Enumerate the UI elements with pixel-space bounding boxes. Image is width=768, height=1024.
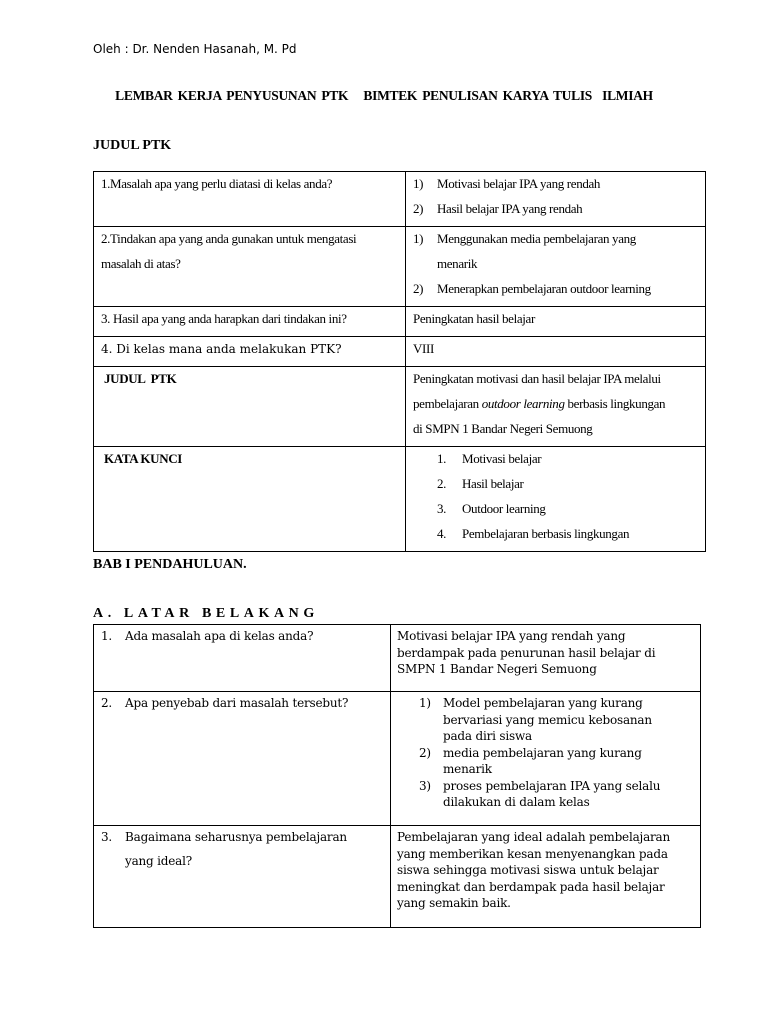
bab-heading: BAB I PENDAHULUAN. [93, 557, 247, 572]
answer-cell [391, 692, 701, 826]
question-cell: 1.Masalah apa yang perlu diatasi di kelas anda? [94, 172, 406, 227]
question-cell: 2.Tindakan apa yang anda gunakan untuk mengatasi masalah di atas? [94, 227, 406, 307]
judul-ptk-table [93, 171, 706, 552]
table-row [94, 337, 706, 367]
list-item: 2) media pembelajaran yang kurang menarik [419, 745, 642, 776]
question-cell: 3. Hasil apa yang anda harapkan dari tindakan ini? [94, 307, 406, 337]
table-row [94, 227, 706, 307]
author-line: Oleh : Dr. Nenden Hasanah, M. Pd [93, 42, 297, 56]
list-item: 1. Motivasi belajar [437, 451, 542, 466]
judul-ptk-label: JUDUL PTK [104, 371, 177, 386]
answer-cell: VIII [406, 337, 706, 367]
answer-cell: Peningkatan motivasi dan hasil belajar IPA melalui pembelajaran outdoor learning berbasis lingkungan di SMPN 1 Bandar Negeri Semuong [406, 367, 706, 447]
table-row [94, 367, 706, 447]
judul-ptk-heading: JUDUL PTK [93, 138, 172, 153]
answer-cell: 1) Menggunakan media pembelajaran yang menarik 2) Menerapkan pembelajaran outdoor learning [406, 227, 706, 307]
question-cell: 2. Apa penyebab dari masalah tersebut? [94, 692, 391, 826]
answer-cell: Motivasi belajar IPA yang rendah yang berdampak pada penurunan hasil belajar di SMPN 1 Bandar Negeri Semuong [391, 625, 701, 692]
question-cell: 1. Ada masalah apa di kelas anda? [94, 625, 391, 692]
answer-cell: 1) Motivasi belajar IPA yang rendah 2) Hasil belajar IPA yang rendah [406, 172, 706, 227]
question-cell [94, 367, 406, 447]
question-cell [94, 447, 406, 552]
table-row [94, 692, 701, 826]
table-row [94, 307, 706, 337]
table-row [94, 172, 706, 227]
answer-cell: Peningkatan hasil belajar [406, 307, 706, 337]
table-row [94, 625, 701, 692]
list-item: 4. Pembelajaran berbasis lingkungan [437, 526, 630, 541]
latar-belakang-table [93, 624, 701, 928]
kata-kunci-label: KATA KUNCI [104, 451, 182, 466]
table-row [94, 826, 701, 928]
table-row [94, 447, 706, 552]
latar-belakang-heading: A. LATAR BELAKANG [93, 606, 319, 621]
document-title: LEMBAR KERJA PENYUSUNAN PTK BIMTEK PENULISAN KARYA TULIS ILMIAH [115, 88, 653, 103]
list-item: 3. Outdoor learning [437, 501, 546, 516]
answer-cell [406, 447, 706, 552]
list-item: 3) proses pembelajaran IPA yang selalu dilakukan di dalam kelas [419, 778, 661, 809]
answer-cell: Pembelajaran yang ideal adalah pembelajaran yang memberikan kesan menyenangkan pada siswa sehingga motivasi siswa untuk belajar meningkat dan berdampak pada hasil belajar yang semakin baik. [391, 826, 701, 928]
list-item: 1) Model pembelajaran yang kurang bervariasi yang memicu kebosanan pada diri siswa [419, 696, 652, 743]
list-item: 2. Hasil belajar [437, 476, 524, 491]
question-cell: 3. Bagaimana seharusnya pembelajaran yang ideal? [94, 826, 391, 928]
question-cell: 4. Di kelas mana anda melakukan PTK? [94, 337, 406, 367]
